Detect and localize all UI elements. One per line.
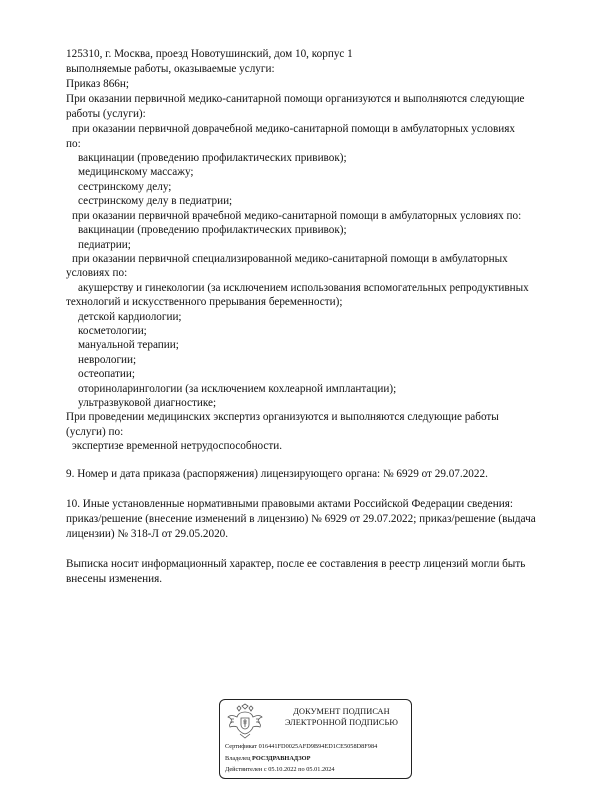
text-line: (услуги) по: [66, 426, 124, 438]
address-line: 125310, г. Москва, проезд Новотушинский, дом 10, корпус 1 [66, 48, 353, 60]
list-item: косметологии; [78, 325, 147, 337]
list-item: акушерству и гинекологии (за исключением использования вспомогательных репродуктивных [78, 282, 529, 294]
text-line: технологий и искусственного прерывания беременности); [66, 296, 343, 308]
electronic-signature-stamp [219, 699, 412, 779]
text-line: при оказании первичной врачебной медико-санитарной помощи в амбулаторных условиях по: [72, 210, 522, 222]
section-9: 9. Номер и дата приказа (распоряжения) лицензирующего органа: № 6929 от 29.07.2022. [66, 468, 488, 480]
list-item: мануальной терапии; [78, 339, 179, 351]
list-item: вакцинации (проведению профилактических прививок); [78, 224, 347, 236]
list-item: неврологии; [78, 354, 137, 366]
disclaimer-line: Выписка носит информационный характер, после ее составления в реестр лицензий могли быть [66, 558, 526, 570]
text-line: При проведении медицинских экспертиз организуются и выполняются следующие работы [66, 411, 499, 423]
owner-name: РОСЗДРАВНАДЗОР [252, 755, 311, 762]
order-line: Приказ 866н; [66, 78, 129, 90]
text-line: по: [66, 138, 81, 150]
stamp-validity: Действителен с 05.10.2022 по 05.01.2024 [225, 766, 335, 773]
text-line: при оказании первичной доврачебной медико-санитарной помощи в амбулаторных условиях [72, 123, 515, 135]
list-item: остеопатии; [78, 368, 135, 380]
list-item: медицинскому массажу; [78, 166, 194, 178]
stamp-title-line2: ЭЛЕКТРОННОЙ ПОДПИСЬЮ [284, 718, 399, 727]
text-line: условиях по: [66, 267, 128, 279]
section-10-line: приказ/решение (внесение изменений в лицензию) № 6929 от 29.07.2022; приказ/решение (выдача [66, 513, 536, 525]
list-item: оториноларингологии (за исключением кохлеарной имплантации); [78, 383, 397, 395]
services-heading: выполняемые работы, оказываемые услуги: [66, 63, 275, 75]
text-line: при оказании первичной специализированной медико-санитарной помощи в амбулаторных [72, 253, 508, 265]
certificate-number: 016441FD0025AFD9B94ED1CE5058D8F984 [258, 743, 378, 750]
stamp-title-line1: ДОКУМЕНТ ПОДПИСАН [293, 707, 390, 716]
list-item: ультразвуковой диагностике; [78, 397, 217, 409]
list-item: сестринскому делу; [78, 181, 172, 193]
owner-label: Владелец [225, 755, 251, 762]
list-item: детской кардиологии; [78, 311, 182, 323]
stamp-certificate [225, 743, 377, 751]
russian-coat-of-arms-icon [226, 703, 264, 739]
list-item: экспертизе временной нетрудоспособности. [72, 440, 283, 452]
disclaimer-line: внесены изменения. [66, 573, 163, 585]
certificate-label: Сертификат [225, 743, 258, 750]
section-10-line: лицензии) № 318-Л от 29.05.2020. [66, 528, 229, 540]
text-line: При оказании первичной медико-санитарной помощи организуются и выполняются следующие [66, 93, 525, 105]
text-line: работы (услуги): [66, 108, 146, 120]
list-item: вакцинации (проведению профилактических прививок); [78, 152, 347, 164]
section-10: 10. Иные установленные нормативными правовыми актами Российской Федерации сведения: [66, 498, 513, 510]
list-item: педиатрии; [78, 239, 131, 251]
stamp-owner [225, 755, 310, 763]
list-item: сестринскому делу в педиатрии; [78, 195, 233, 207]
